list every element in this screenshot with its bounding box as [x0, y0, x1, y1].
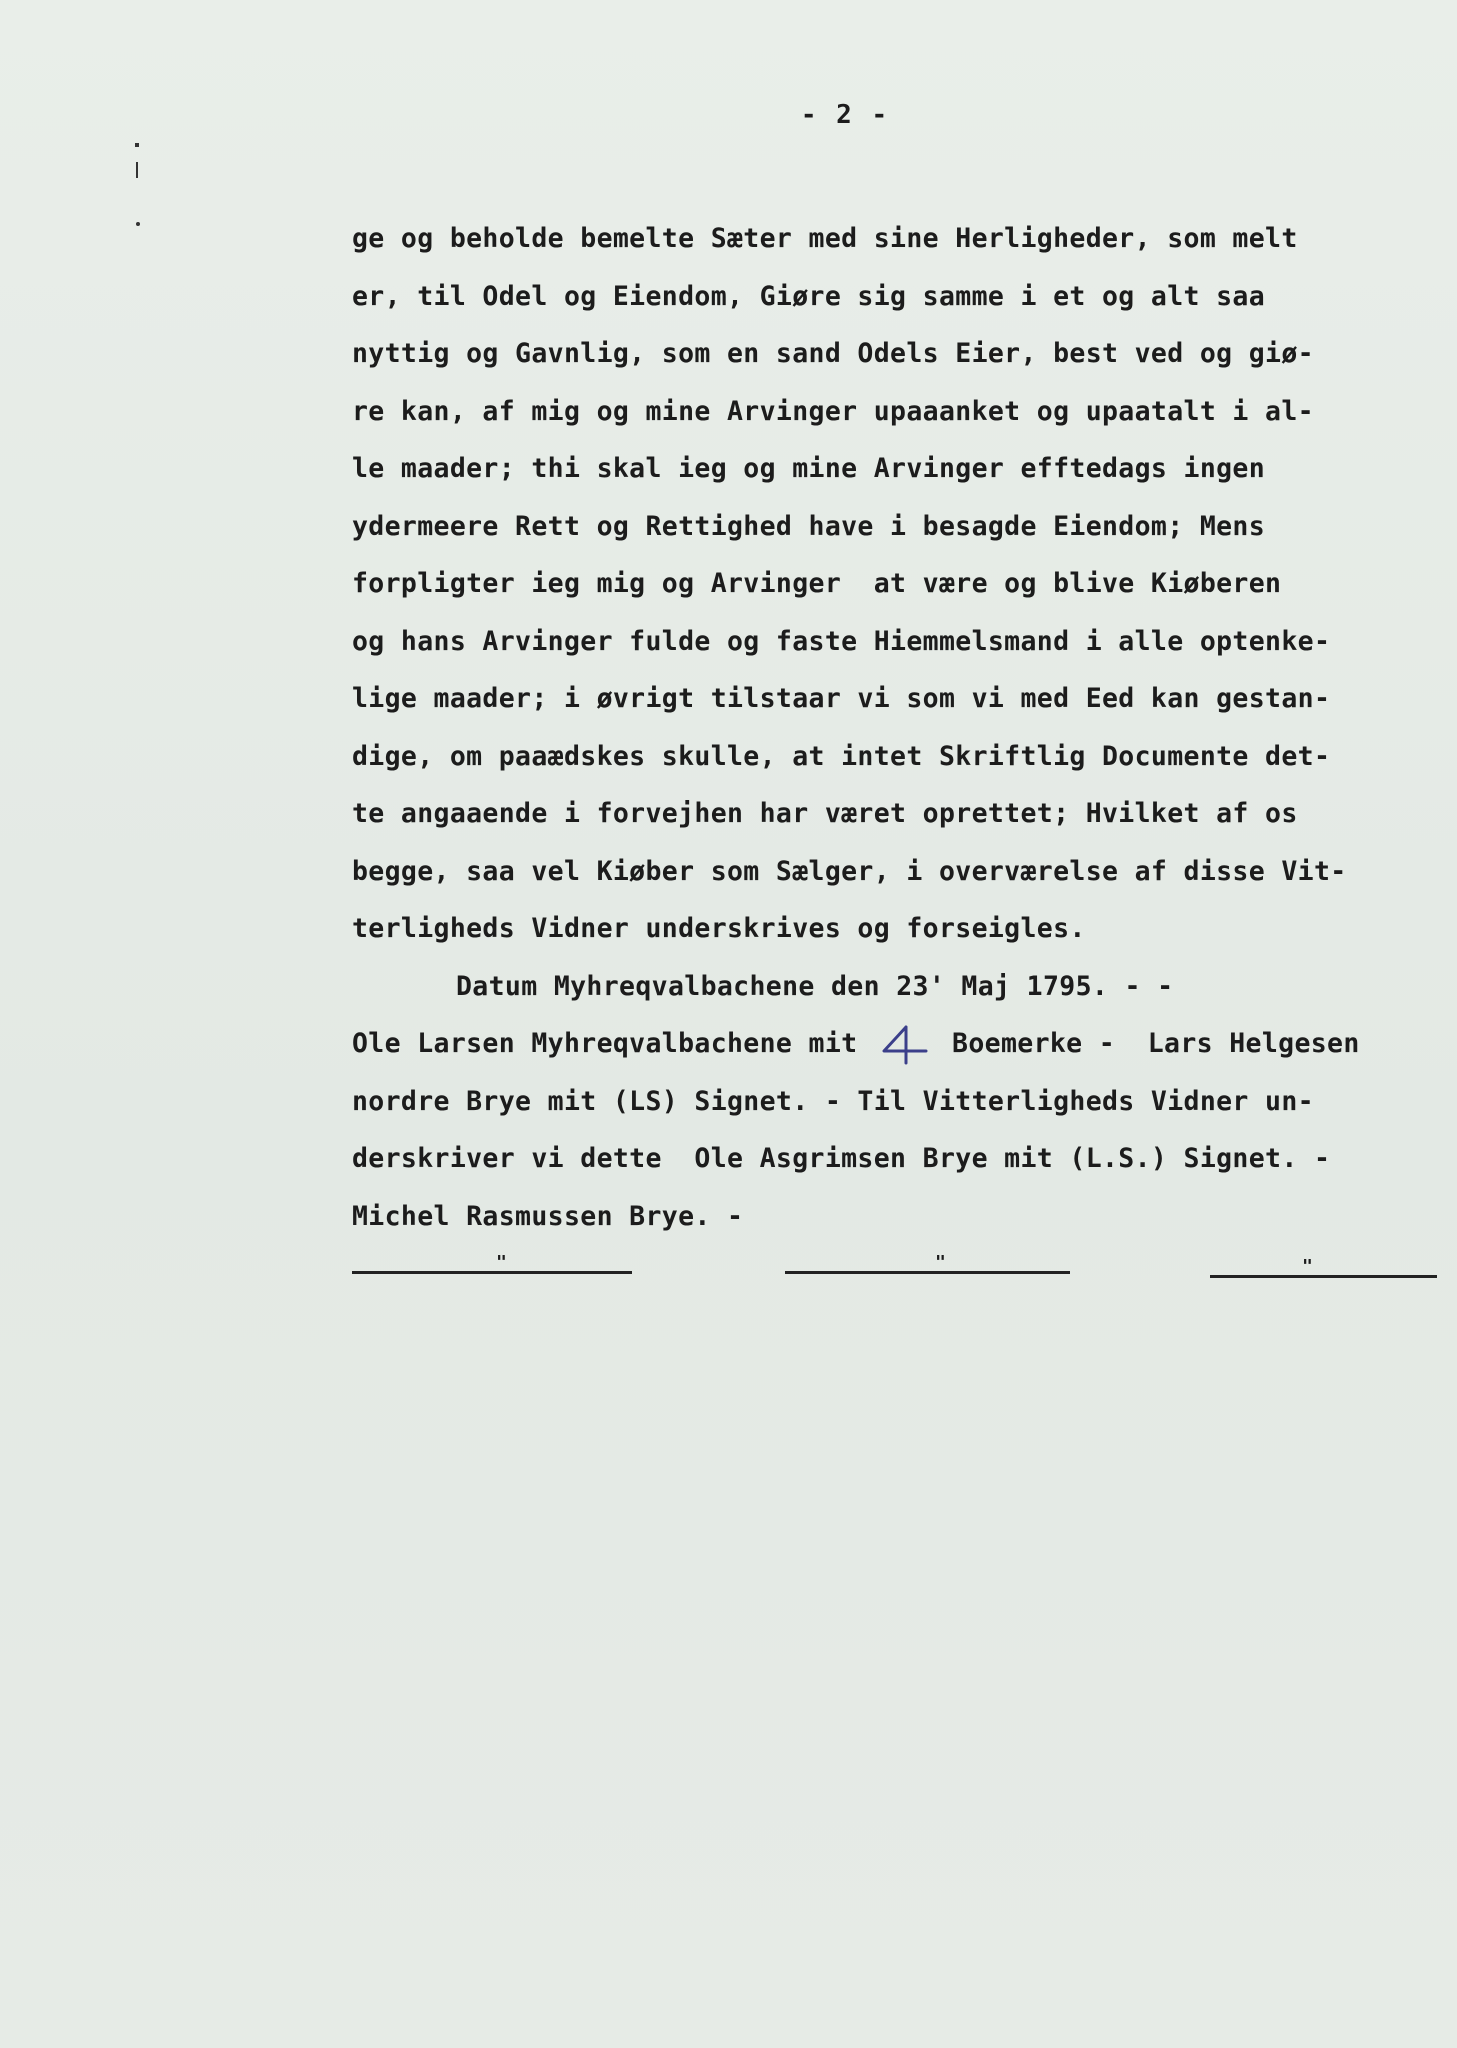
datum-line: Datum Myhreqvalbachene den 23' Maj 1795. - -	[456, 970, 1174, 1002]
text-line: ge og beholde bemelte Sæter med sine Herligheder, som melt	[352, 223, 1298, 254]
text-line: forpligter ieg mig og Arvinger at være og blive Kiøberen	[352, 568, 1282, 599]
text-line: begge, saa vel Kiøber som Sælger, i overværelse af disse Vit-	[352, 855, 1347, 887]
text-line: nordre Brye mit (LS) Signet. - Til Vitterligheds Vidner un-	[352, 1085, 1314, 1117]
text-line: re kan, af mig og mine Arvinger upaaanket og upaatalt i al-	[352, 395, 1314, 427]
signature-text-after: Boemerke - Lars Helgesen	[935, 1028, 1360, 1059]
margin-tick	[136, 162, 138, 178]
ditto-mark: "	[935, 1252, 946, 1273]
margin-speck	[135, 143, 139, 147]
text-line: nyttig og Gavnlig, som en sand Odels Eier, best ved og giø-	[352, 338, 1314, 369]
signature-line	[352, 1015, 1452, 1073]
text-line: dige, om paaædskes skulle, at intet Skriftlig Documente det-	[352, 740, 1331, 772]
ditto-mark: "	[1302, 1256, 1313, 1277]
house-mark-icon	[876, 1025, 934, 1065]
signature-text-before: Ole Larsen Myhreqvalbachene mit	[352, 1028, 874, 1059]
margin-dot	[136, 222, 140, 226]
page-number: - 2 -	[800, 100, 890, 130]
ditto-mark: "	[496, 1252, 507, 1273]
text-line: lige maader; i øvrigt tilstaar vi som vi med Eed kan gestan-	[352, 683, 1331, 714]
text-line: og hans Arvinger fulde og faste Hiemmelsmand i alle optenke-	[352, 625, 1331, 657]
closing-rule-middle	[785, 1271, 1070, 1274]
text-line: terligheds Vidner underskrives og forseigles.	[352, 913, 1086, 944]
text-line: derskriver vi dette Ole Asgrimsen Brye mit (L.S.) Signet. -	[352, 1143, 1331, 1174]
text-line: Michel Rasmussen Brye. -	[352, 1200, 744, 1232]
text-line: ydermeere Rett og Rettighed have i besagde Eiendom; Mens	[352, 510, 1266, 542]
text-line: te angaaende i forvejhen har været oprettet; Hvilket af os	[352, 798, 1298, 829]
closing-rule-right	[1210, 1275, 1437, 1278]
text-line: le maader; thi skal ieg og mine Arvinger efftedags ingen	[352, 453, 1266, 484]
text-line: er, til Odel og Eiendom, Giøre sig samme i et og alt saa	[352, 280, 1266, 312]
deed-text	[352, 210, 1452, 1245]
closing-rule-left	[352, 1271, 632, 1274]
